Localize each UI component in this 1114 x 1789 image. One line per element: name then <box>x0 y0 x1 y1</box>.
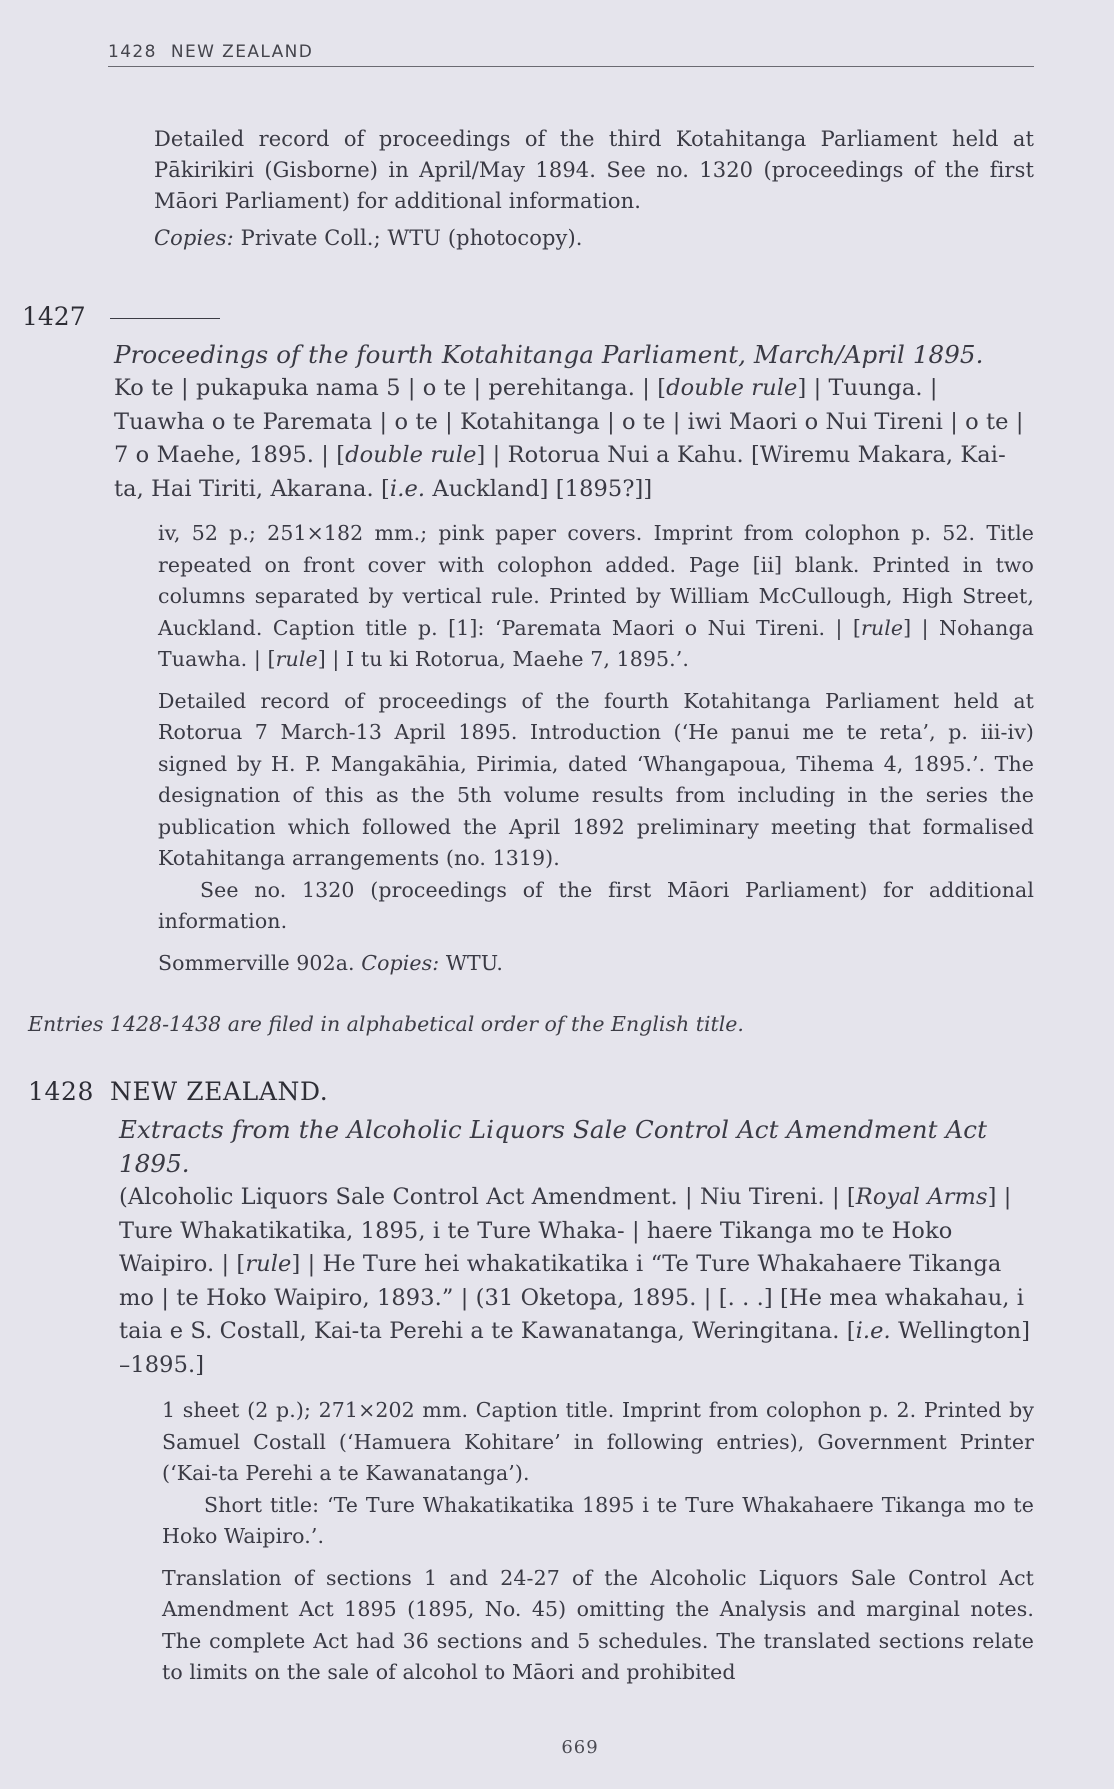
transcription-italic: double rule <box>666 375 798 401</box>
transcription-text: Wellington] –1895.] <box>119 1318 1031 1378</box>
entry-1427-note: Detailed record of proceedings of the fourth Kotahitanga Parliament held at Rotorua 7 March-13 April 1895. Introduction (‘He panui me te reta’, p. iii-iv) signed by H. P. Mangakāhia, Pirimia, dated ‘Whangapoua, Tihema 4, 1895.’. The designation of this as the 5th volume results from including in the series the publication which followed the April 1892 preliminary meeting that formalised Kotahitanga arrangements (no. 1319). <box>158 688 1034 870</box>
entry-number-1427 <box>22 302 220 331</box>
entry-1427-refs <box>158 948 1034 980</box>
entry-1427-title-block <box>114 338 1034 506</box>
copies-text: Private Coll.; WTU (photocopy). <box>233 226 583 250</box>
entry-1426-note: Detailed record of proceedings of the third Kotahitanga Parliament held at Pākirikiri (Gisborne) in April/May 1894. See no. 1320 (proceedings of the first Māori Parliament) for additional information. <box>154 127 1034 213</box>
running-head-title: NEW ZEALAND <box>170 42 314 62</box>
entry-1428-collation-block <box>162 1395 1034 1689</box>
transcription-text: Ko te | pukapuka nama 5 | o te | perehitanga. | [ <box>114 375 667 401</box>
section-note: Entries 1428-1438 are filed in alphabetical order of the English title. <box>28 1012 744 1036</box>
entry-1428-heading: NEW ZEALAND. <box>110 1077 329 1106</box>
transcription-text: ] | Ture Whakatikatika, 1895, i te Ture Whaka- | haere Tikanga mo te Hoko Waipiro. | [ <box>119 1184 1012 1277</box>
entry-1427-title: Proceedings of the fourth Kotahitanga Parliament, March/April 1895. <box>114 340 984 369</box>
collation-italic: rule <box>275 647 318 671</box>
entry-1428-collation: 1 sheet (2 p.); 271×202 mm. Caption title. Imprint from colophon p. 2. Printed by Samuel Costall (‘Hamuera Kohitare’ in following entries), Government Printer (‘Kai-ta Perehi a te Kawanatanga’). <box>162 1398 1034 1485</box>
transcription-italic: i.e. <box>389 475 426 502</box>
entry-1426-tail <box>154 124 1034 255</box>
transcription-italic: Royal Arms <box>855 1184 988 1210</box>
entry-1428-title-block <box>119 1113 1034 1382</box>
entry-1427-collation-block <box>158 518 1034 979</box>
transcription-text: (Alcoholic Liquors Sale Control Act Amendment. | Niu Tireni. | [ <box>119 1184 856 1210</box>
entry-1428-title: Extracts from the Alcoholic Liquors Sale Control Act Amendment Act 1895. <box>119 1115 988 1178</box>
entry-1427-number-text: 1427 <box>22 302 86 331</box>
page-number: 669 <box>561 1737 599 1758</box>
entry-1428-note: Translation of sections 1 and 24-27 of the Alcoholic Liquors Sale Control Act Amendment Act 1895 (1895, No. 45) omitting the Analysis and marginal notes. The complete Act had 36 sections and 5 schedules. The translated sections relate to limits on the sale of alcohol to Māori and prohibited <box>162 1565 1034 1684</box>
copies-label: Copies: <box>154 226 234 250</box>
entry-1428-transcription <box>119 1181 1034 1382</box>
reference-text: Sommerville 902a. <box>158 950 355 975</box>
entry-1428-short-title: Short title: ‘Te Ture Whakatikatika 1895 i te Ture Whakahaere Tikanga mo te Hoko Waipiro.’. <box>162 1492 1034 1548</box>
collation-text: iv, 52 p.; 251×182 mm.; pink paper covers. Imprint from colophon p. 52. Title repeated on front cover with colophon added. Page [ii] blank. Printed in two columns separated by vertical rule. Printed by William McCullough, High Street, Auckland. Caption title p. [1]: ‘Paremata Maori o Nui Tireni. | [ <box>158 521 1034 640</box>
running-head <box>108 42 313 62</box>
collation-text: ] | Nohanga Tuawha. | [ <box>158 615 1034 671</box>
entry-1428-head <box>28 1077 328 1106</box>
entry-1427-transcription <box>114 372 1034 506</box>
author-repeat-dash <box>110 318 220 319</box>
transcription-italic: double rule <box>345 442 477 468</box>
transcription-text: ] | He Ture hei whakatikatika i “Te Ture Whakahaere Tikanga mo | te Hoko Waipiro, 1893.” | (31 Oketopa, 1895. | [. . .] [He mea whakahau, i taia e S. Costall, Kai-ta Perehi a te Kawanatanga, Weringitana. [ <box>119 1251 1025 1344</box>
collation-italic: rule <box>861 615 904 640</box>
transcription-text: ] | Rotorua Nui a Kahu. [Wiremu Makara, Kai-ta, Hai Tiriti, Akarana. [ <box>114 442 1006 502</box>
transcription-italic: i.e. <box>855 1318 891 1344</box>
collation-text: ] | I tu ki Rotorua, Maehe 7, 1895.’. <box>317 647 690 671</box>
transcription-text: ] | Tuunga. | Tuawha o te Paremata | o te | Kotahitanga | o te | iwi Maori o Nui Tireni | o te | 7 o Maehe, 1895. | [ <box>114 375 1024 468</box>
entry-1427-collation <box>158 518 1034 676</box>
running-head-page: 1428 <box>108 42 157 62</box>
transcription-text: Auckland] [1895?]] <box>425 475 653 502</box>
copies-text: WTU. <box>439 950 503 975</box>
entry-1428-number: 1428 <box>28 1077 95 1106</box>
transcription-italic: rule <box>245 1251 292 1277</box>
entry-1426-copies <box>154 223 1034 255</box>
running-head-rule <box>108 66 1034 67</box>
entry-1427-see-note: See no. 1320 (proceedings of the first Māori Parliament) for additional information. <box>158 877 1034 933</box>
copies-label: Copies: <box>361 950 440 975</box>
